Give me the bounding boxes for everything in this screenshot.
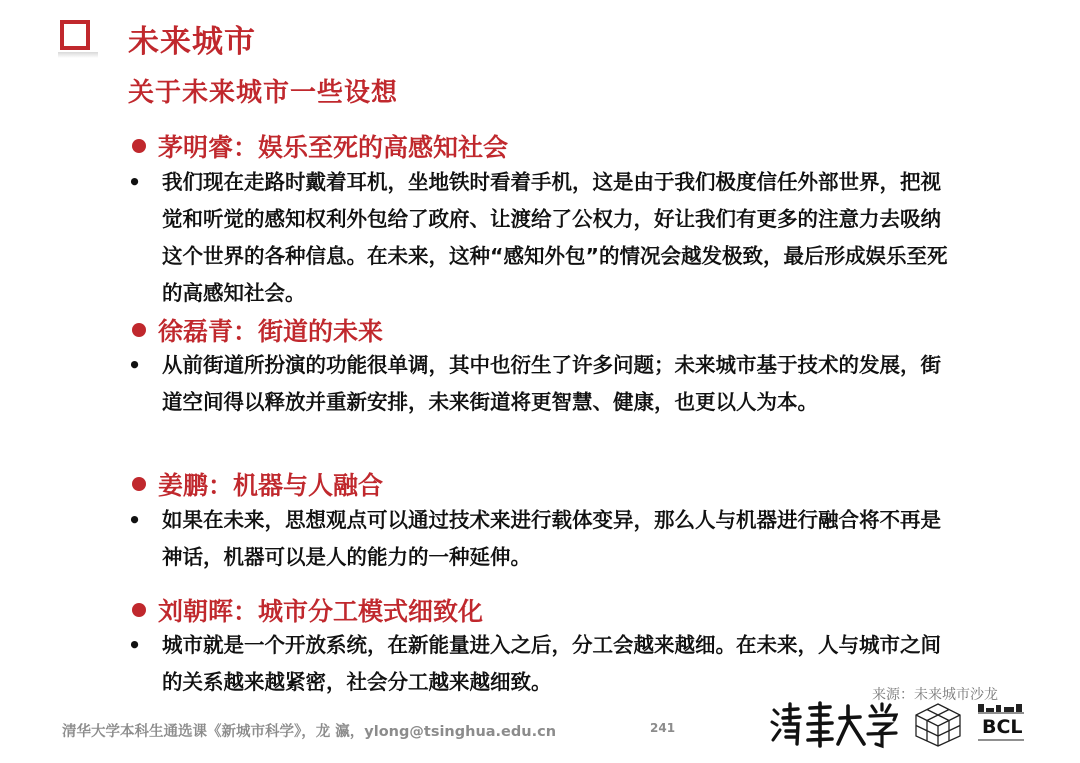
red-dot-icon <box>132 477 146 491</box>
cube-logo-icon <box>912 700 964 748</box>
bullet-icon: • <box>128 633 142 657</box>
tsinghua-logo <box>768 700 898 750</box>
bullet-icon: • <box>128 170 142 194</box>
title-square-icon <box>60 20 90 50</box>
list-item <box>126 347 956 421</box>
list-item-text: 从前街道所扮演的功能很单调，其中也衍生了许多问题；未来城市基于技术的发展，街道空间得以释放并重新安排，未来街道将更智慧、健康，也更以人为本。 <box>162 353 941 414</box>
list-item <box>126 627 956 701</box>
source-note: 来源：未来城市沙龙 <box>872 687 998 703</box>
list-item-text: 城市就是一个开放系统，在新能量进入之后，分工会越来越细。在未来，人与城市之间的关系越来越紧密，社会分工越来越细致。 <box>162 633 941 694</box>
list-item-text: 如果在未来，思想观点可以通过技术来进行载体变异，那么人与机器进行融合将不再是神话，机器可以是人的能力的一种延伸。 <box>162 508 941 569</box>
section-heading-text: 茅明睿：娱乐至死的高感知社会 <box>158 133 509 162</box>
page-title: 未来城市 <box>128 24 256 60</box>
red-dot-icon <box>132 139 146 153</box>
bcl-logo-text: BCL <box>982 716 1023 738</box>
bullet-icon: • <box>128 353 142 377</box>
list-item <box>126 502 956 576</box>
section-heading-text: 姜鹏：机器与人融合 <box>158 471 384 500</box>
section-heading <box>132 466 383 502</box>
list-item <box>126 164 956 312</box>
title-square-shadow <box>58 52 98 58</box>
section-heading-text: 徐磊青：街道的未来 <box>158 317 384 346</box>
page-subtitle: 关于未来城市一些设想 <box>128 78 399 108</box>
red-dot-icon <box>132 603 146 617</box>
footer-course-info: 清华大学本科生通选课《新城市科学》，龙 瀛，ylong@tsinghua.edu.cn <box>62 724 557 740</box>
section-heading <box>132 312 383 348</box>
section-heading-text: 刘朝晖：城市分工模式细致化 <box>158 597 484 626</box>
list-item-text: 我们现在走路时戴着耳机，坐地铁时看着手机，这是由于我们极度信任外部世界，把视觉和听觉的感知权利外包给了政府、让渡给了公权力，好让我们有更多的注意力去吸纳这个世界的各种信息。在未来，这种“感知外包”的情况会越发极致，最后形成娱乐至死的高感知社会。 <box>162 170 948 305</box>
page-number: 241 <box>650 721 676 735</box>
bullet-icon: • <box>128 508 142 532</box>
section-heading <box>132 592 483 628</box>
section-heading <box>132 128 508 164</box>
red-dot-icon <box>132 323 146 337</box>
